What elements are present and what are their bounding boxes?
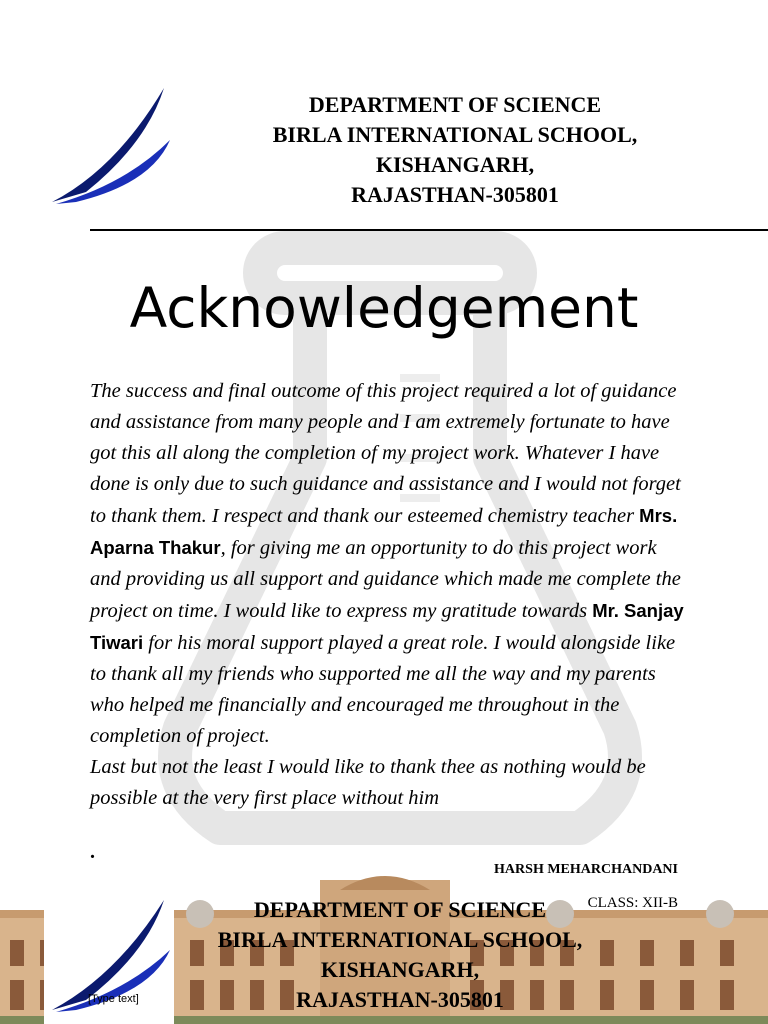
page-title: Acknowledgement [129, 276, 639, 340]
footer-city: KISHANGARH, [320, 957, 480, 982]
student-class: CLASS: XII-B [587, 895, 678, 911]
header-school: BIRLA INTERNATIONAL SCHOOL, [272, 122, 638, 147]
header-city: KISHANGARH, [375, 152, 535, 177]
body-part-1: The success and final outcome of this project required a lot of guidance and assistance from many people and I am extremely fortunate to have got this all along the completion of my project work. Whatever I have done is only due to such guidance and assistance and I would not forget to thank them. I respect and thank our esteemed chemistry teacher [90, 380, 681, 527]
footer-school: BIRLA INTERNATIONAL SCHOOL, [217, 927, 583, 952]
footer-state: RAJASTHAN-305801 [296, 987, 504, 1012]
footer-department: DEPARTMENT OF SCIENCE [253, 897, 547, 922]
body-part-2: , for giving me an opportunity to do this project work and providing us all support and guidance which made me complete the project on time. I would like to express my gratitude towards [90, 537, 681, 622]
header-department: DEPARTMENT OF SCIENCE [308, 92, 602, 117]
header-state: RAJASTHAN-305801 [351, 182, 559, 207]
type-text-placeholder: [Type text] [88, 993, 139, 1005]
footer-address [150, 895, 650, 1015]
trailing-dot: . [90, 841, 95, 863]
body-closing: Last but not the least I would like to thank thee as nothing would be possible at the very first place without him [90, 756, 646, 809]
acknowledgement-body [90, 376, 690, 814]
school-logo-icon [46, 84, 176, 212]
header-address [200, 90, 710, 210]
header-divider [90, 229, 768, 231]
student-name: HARSH MEHARCHANDANI [494, 862, 678, 877]
body-part-3: for his moral support played a great role. I would alongside like to thank all my friends who supported me all the way and my parents who helped me financially and encouraged me throughout in the completion of project. [90, 632, 676, 747]
teacher-name: Mrs. Aparna Thakur [90, 505, 678, 558]
mentor-name: Mr. Sanjay Tiwari [90, 600, 684, 653]
